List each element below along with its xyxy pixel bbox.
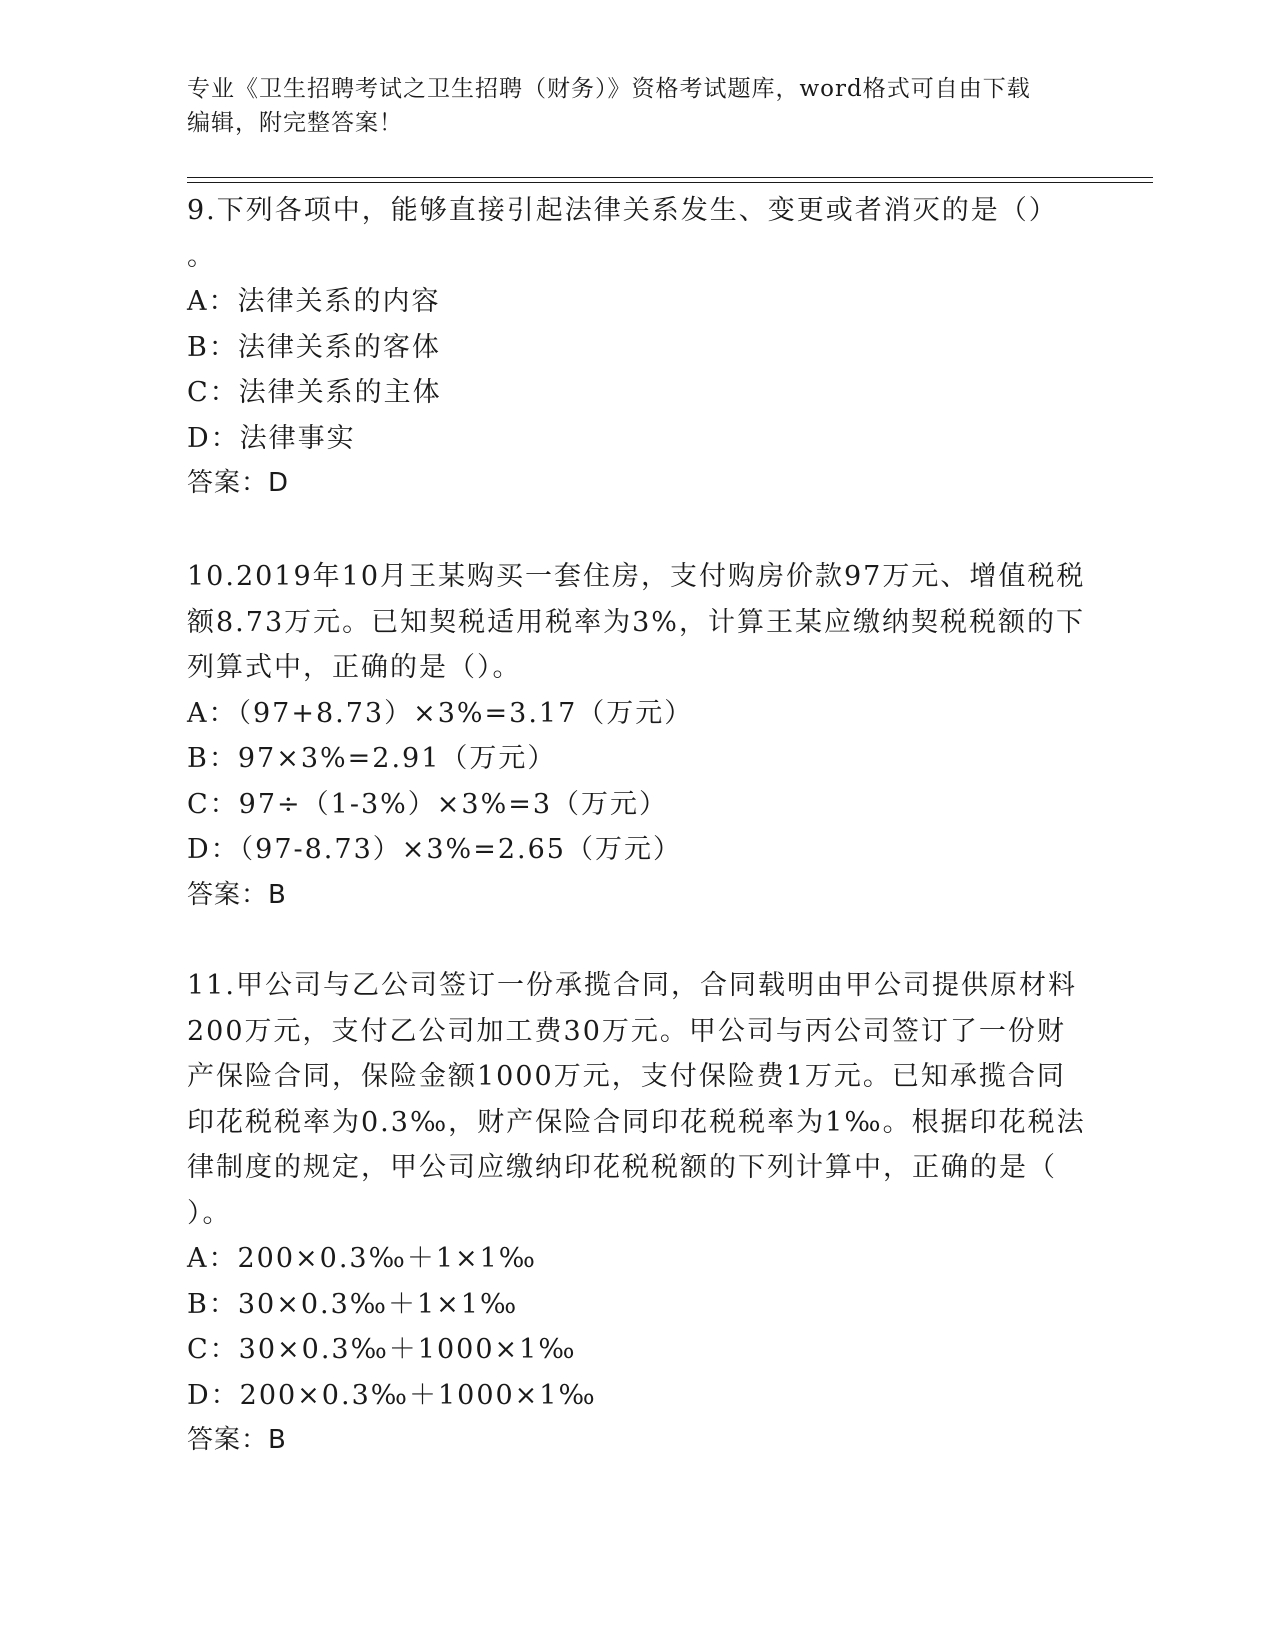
option-a: A：200×0.3‰＋1×1‰ [187, 1243, 538, 1274]
option-c: C：30×0.3‰＋1000×1‰ [187, 1334, 577, 1365]
option-c: C：97÷（1-3%）×3%=3（万元） [187, 788, 669, 820]
question-stem-line: 9.下列各项中，能够直接引起法律关系发生、变更或者消灭的是（） [187, 195, 1058, 226]
answer-line: 答案：B [187, 1425, 287, 1455]
question-11 [187, 963, 1087, 1464]
option-a: A：法律关系的内容 [187, 286, 441, 317]
question-10 [187, 554, 1087, 918]
question-stem-line: ）。 [187, 1197, 232, 1229]
question-stem-line: 产保险合同，保险金额1000万元，支付保险费1万元。已知承揽合同 [187, 1061, 1066, 1092]
document-header [187, 72, 1087, 140]
header-divider-top [187, 177, 1153, 178]
question-stem-line: 额8.73万元。已知契税适用税率为3%，计算王某应缴纳契税税额的下 [187, 606, 1085, 638]
option-d: D：（97-8.73）×3%=2.65（万元） [187, 834, 682, 865]
question-stem-line: 11.甲公司与乙公司签订一份承揽合同，合同载明由甲公司提供原材料 [187, 970, 1077, 1001]
header-line-2: 编辑，附完整答案！ [187, 110, 403, 136]
option-c: C：法律关系的主体 [187, 377, 442, 408]
question-stem-line: 10.2019年10月王某购买一套住房，支付购房价款97万元、增值税税 [187, 561, 1086, 592]
option-b: B：法律关系的客体 [187, 331, 441, 363]
answer-line: 答案：D [187, 468, 290, 498]
option-d: D：法律事实 [187, 422, 356, 454]
header-line-1: 专业《卫生招聘考试之卫生招聘（财务）》资格考试题库，word格式可自由下载 [187, 76, 1031, 102]
question-9 [187, 188, 1087, 507]
question-stem-line: 200万元，支付乙公司加工费30万元。甲公司与丙公司签订了一份财 [187, 1015, 1066, 1047]
answer-line: 答案：B [187, 879, 287, 910]
option-b: B：97×3%=2.91（万元） [187, 743, 557, 774]
question-stem-line: 列算式中，正确的是（）。 [187, 652, 522, 683]
question-stem-line: 印花税税率为0.3‰，财产保险合同印花税税率为1‰。根据印花税法 [187, 1106, 1086, 1138]
question-stem-line: 。 [187, 240, 216, 272]
option-a: A：（97+8.73）×3%=3.17（万元） [187, 697, 694, 729]
option-b: B：30×0.3‰＋1×1‰ [187, 1288, 519, 1320]
header-divider-bottom [187, 182, 1153, 183]
option-d: D：200×0.3‰＋1000×1‰ [187, 1379, 597, 1411]
question-stem-line: 律制度的规定，甲公司应缴纳印花税税额的下列计算中，正确的是（ [187, 1152, 1057, 1183]
